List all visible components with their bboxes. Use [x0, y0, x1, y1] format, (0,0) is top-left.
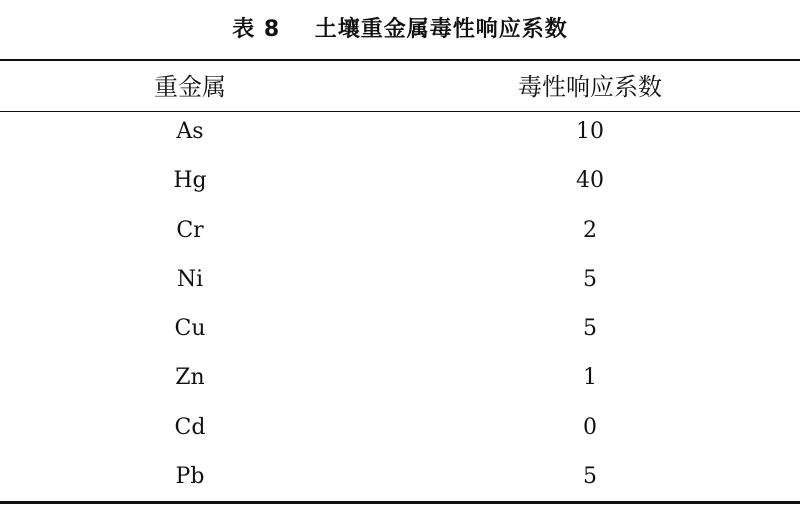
- table-caption: 表 8 土壤重金属毒性响应系数: [232, 17, 568, 42]
- row-coefficient-cell: 5: [583, 267, 597, 292]
- row-metal-cell: As: [176, 119, 204, 144]
- row-metal-cell: Cd: [174, 415, 206, 440]
- table-header-rule: [0, 111, 800, 112]
- header-toxicity-coefficient: 毒性响应系数: [518, 73, 662, 101]
- row-metal-cell: Cu: [174, 316, 206, 341]
- row-metal-cell: Cr: [176, 218, 204, 243]
- row-metal-cell: Pb: [175, 464, 205, 489]
- table-top-rule: [0, 59, 800, 61]
- row-coefficient-cell: 10: [576, 119, 604, 144]
- row-coefficient-cell: 1: [583, 365, 597, 390]
- row-coefficient-cell: 5: [583, 316, 597, 341]
- row-coefficient-cell: 5: [583, 464, 597, 489]
- row-metal-cell: Zn: [175, 365, 205, 390]
- row-coefficient-cell: 0: [583, 415, 597, 440]
- row-metal-cell: Hg: [173, 168, 207, 193]
- header-heavy-metal: 重金属: [154, 73, 226, 101]
- row-coefficient-cell: 40: [576, 168, 604, 193]
- table-bottom-rule: [0, 501, 800, 504]
- row-coefficient-cell: 2: [583, 218, 597, 243]
- row-metal-cell: Ni: [176, 267, 204, 292]
